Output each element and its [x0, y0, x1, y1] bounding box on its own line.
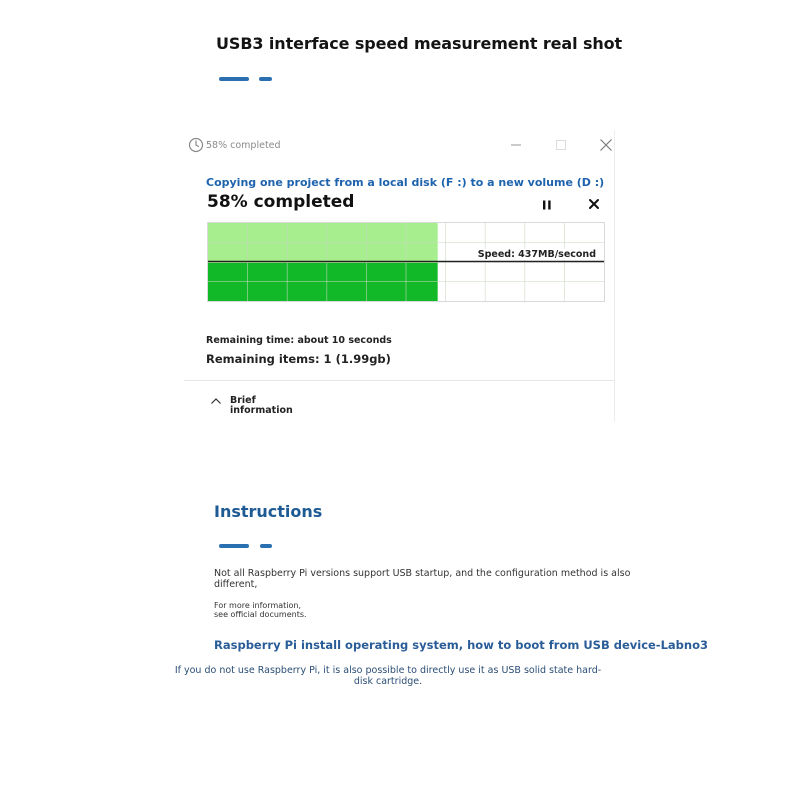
minimize-icon[interactable] — [504, 135, 528, 155]
percent-completed: 58% completed — [207, 192, 355, 212]
close-icon[interactable] — [594, 135, 618, 155]
brief-information-toggle[interactable]: Brief information — [230, 395, 293, 416]
remaining-items: Remaining items: 1 (1.99gb) — [206, 352, 391, 366]
dialog-titlebar — [184, 130, 614, 160]
instructions-heading: Instructions — [214, 502, 323, 521]
usb-boot-guide-link[interactable]: Raspberry Pi install operating system, how to boot from USB device-Labno3 — [214, 638, 708, 652]
progress-fill — [208, 263, 438, 301]
instructions-paragraph-3: If you do not use Raspberry Pi, it is also possible to directly use it as USB solid state hard-disk cartridge. — [174, 665, 602, 687]
file-copy-dialog — [184, 130, 615, 422]
speed-label: Speed: 437MB/second — [477, 249, 596, 260]
remaining-time: Remaining time: about 10 seconds — [206, 335, 392, 346]
copy-description: Copying one project from a local disk (F :) to a new volume (D :) — [206, 176, 605, 189]
dialog-divider — [184, 380, 614, 381]
chevron-up-icon[interactable] — [210, 396, 222, 406]
speed-graph-canvas — [208, 223, 604, 301]
clock-icon — [188, 137, 204, 153]
instructions-underline-dot — [260, 544, 272, 548]
instructions-paragraph-2: For more information, see official documents. — [214, 601, 307, 619]
graph-fill-upper — [208, 223, 438, 263]
pause-icon[interactable] — [540, 198, 554, 212]
maximize-icon[interactable] — [549, 135, 573, 155]
page-title: USB3 interface speed measurement real shot — [216, 34, 623, 53]
instructions-underline-dash — [219, 544, 249, 548]
dialog-title: 58% completed — [206, 140, 281, 151]
cancel-icon[interactable] — [587, 197, 601, 211]
transfer-speed-graph — [207, 222, 605, 302]
instructions-paragraph-1: Not all Raspberry Pi versions support USB startup, and the configuration method is also different, — [214, 568, 631, 590]
title-underline-dot — [259, 77, 272, 81]
title-underline-dash — [219, 77, 249, 81]
